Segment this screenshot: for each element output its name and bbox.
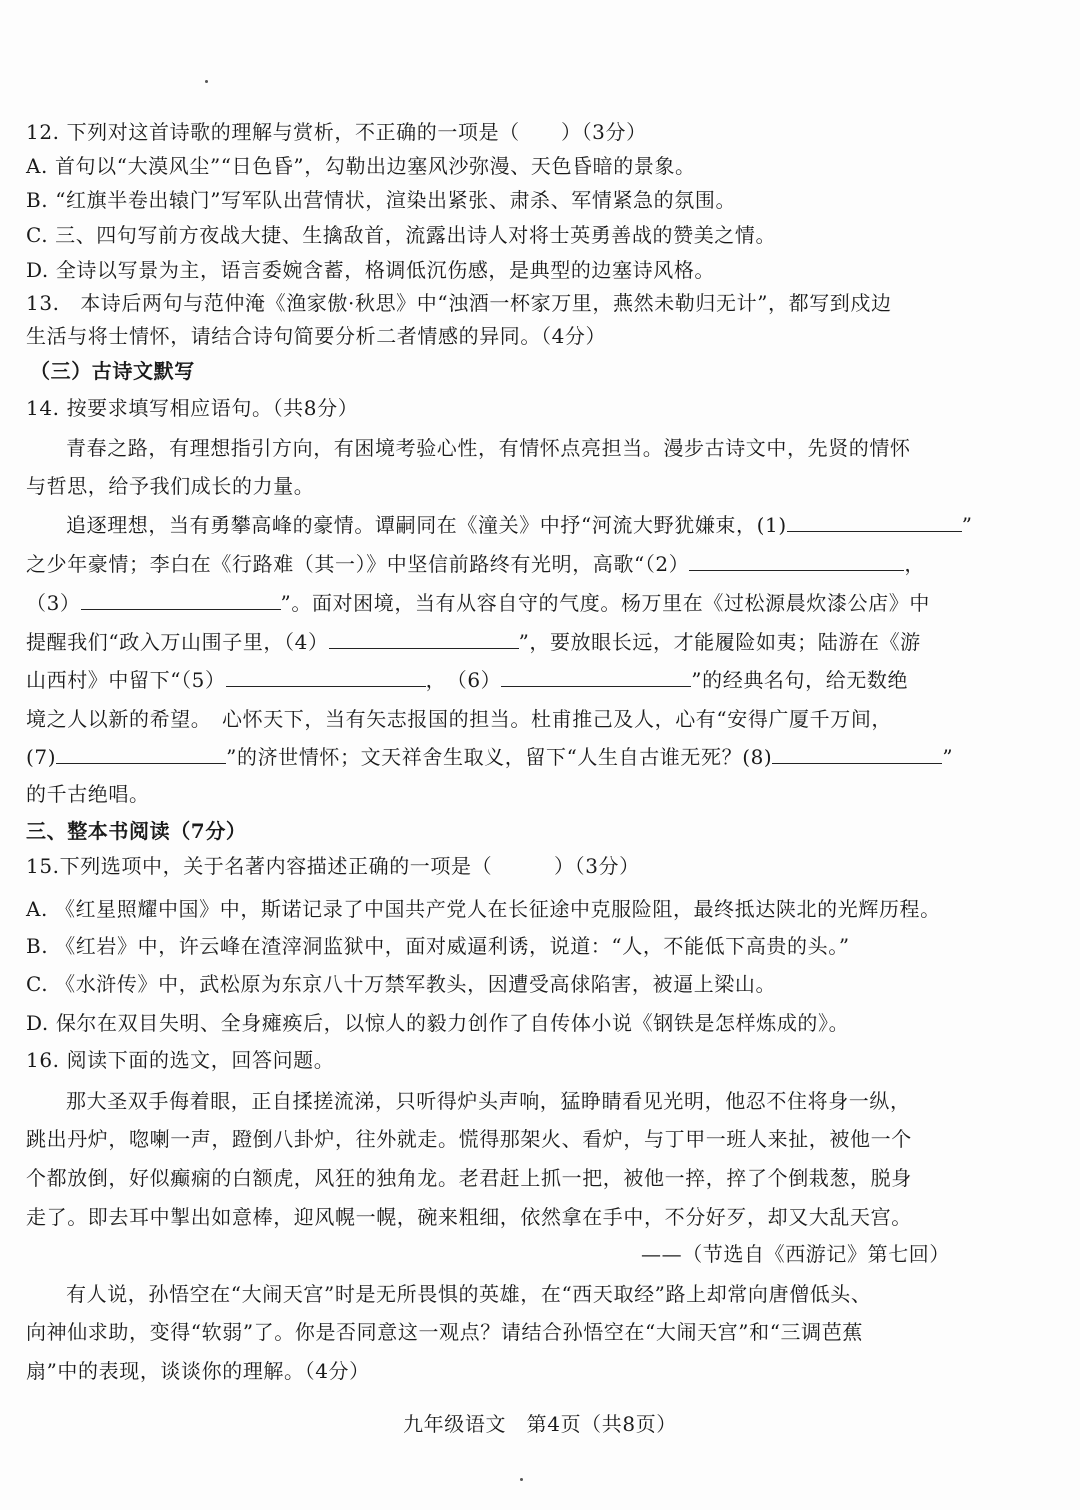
q14-line-7-mid: ， （6） — [425, 668, 502, 692]
q12-option-d: D. 全诗以写景为主，语言委婉含蓄，格调低沉伤感，是典型的边塞诗风格。 — [26, 258, 716, 282]
q12-stem: 12. 下列对这首诗歌的理解与赏析，不正确的一项是（ ）（3分） — [26, 120, 647, 144]
q14-line-7-text: 山西村》中留下“（5） — [26, 668, 226, 692]
answer-blank-2[interactable] — [689, 550, 904, 571]
q16-passage-line-4: 走了。即去耳中掣出如意棒，迎风幌一幌，碗来粗细，依然拿在手中，不分好歹，却又大乱天宫。 — [26, 1205, 912, 1229]
q14-line-9-label: (7) — [26, 745, 57, 769]
q14-line-10: 的千古绝唱。 — [26, 782, 150, 806]
q16-passage-line-1: 那大圣双手侮着眼，正自揉搓流涕，只听得炉头声响，猛睁睛看见光明，他忍不住将身一纵， — [66, 1089, 911, 1113]
q14-line-8: 境之人以新的希望。 心怀天下，当有矢志报国的担当。杜甫推己及人，心有“安得广厦千万间， — [26, 707, 893, 731]
q16-passage-source: ——（节选自《西游记》第七回） — [641, 1242, 950, 1266]
answer-blank-7[interactable] — [56, 743, 226, 764]
q14-line-5-label: （3） — [26, 591, 81, 615]
page-footer: 九年级语文 第4页（共8页） — [403, 1412, 677, 1436]
q15-option-b: B. 《红岩》中，许云峰在渣滓洞监狱中，面对威逼利诱，说道：“人，不能低下高贵的头。” — [26, 934, 850, 958]
q12-option-b: B. “红旗半卷出辕门”写军队出营情状，渲染出紧张、肃杀、军情紧急的氛围。 — [26, 188, 737, 212]
q14-line-3-quote: ” — [961, 513, 973, 537]
q15-stem: 15.下列选项中，关于名著内容描述正确的一项是（ ）（3分） — [26, 854, 640, 878]
scan-speck — [205, 80, 208, 83]
q12-option-c: C. 三、四句写前方夜战大捷、生擒敌首，流露出诗人对将士英勇善战的赞美之情。 — [26, 223, 777, 247]
q14-paragraph-line-2: 与哲思，给予我们成长的力量。 — [26, 474, 315, 498]
answer-blank-5[interactable] — [226, 666, 426, 687]
q14-line-4-comma: ， — [904, 552, 925, 576]
q15-option-a: A. 《红星照耀中国》中，斯诺记录了中国共产党人在长征途中克服险阻，最终抵达陕北的光辉历程。 — [26, 897, 941, 921]
q16-question-line-2: 向神仙求助，变得“软弱”了。你是否同意这一观点？请结合孙悟空在“大闹天宫”和“三调芭蕉 — [26, 1320, 863, 1344]
answer-blank-1[interactable] — [787, 511, 962, 532]
part-heading-book-reading: 三、整本书阅读（7分） — [26, 819, 247, 843]
q14-line-3 — [66, 511, 1050, 539]
q13-line-2: 生活与将士情怀，请结合诗句简要分析二者情感的异同。（4分） — [26, 324, 607, 348]
q14-line-6-text: 提醒我们“政入万山围子里，（4） — [26, 630, 329, 654]
q15-option-c: C. 《水浒传》中，武松原为东京八十万禁军教头，因遭受高俅陷害，被逼上梁山。 — [26, 972, 777, 996]
q14-line-7 — [26, 666, 1050, 694]
q16-question-line-1: 有人说，孙悟空在“大闹天宫”时是无所畏惧的英雄，在“西天取经”路上却常向唐僧低头、 — [66, 1282, 872, 1306]
q14-line-5 — [26, 589, 1050, 617]
q16-passage-line-3: 个都放倒，好似癫痫的白额虎，风狂的独角龙。老君赶上抓一把，被他一捽，捽了个倒栽葱，脱身 — [26, 1166, 912, 1190]
q16-passage-line-2: 跳出丹炉，唿喇一声，蹬倒八卦炉，往外就走。慌得那架火、看炉，与丁甲一班人来扯，被他一个 — [26, 1127, 912, 1151]
q14-line-4 — [26, 550, 1050, 578]
q12-option-a: A. 首句以“大漠风尘”“日色昏”，勾勒出边塞风沙弥漫、天色昏暗的景象。 — [26, 154, 696, 178]
q16-question-line-3: 扇”中的表现，谈谈你的理解。（4分） — [26, 1359, 370, 1383]
q14-line-6-rest: ”，要放眼长远，才能履险如夷；陆游在《游 — [518, 630, 921, 654]
section-heading-recitation: （三）古诗文默写 — [30, 359, 195, 383]
q14-line-7-rest: ”的经典名句，给无数绝 — [691, 668, 909, 692]
answer-blank-4[interactable] — [329, 628, 519, 649]
q14-line-3-text: 追逐理想，当有勇攀高峰的豪情。谭嗣同在《潼关》中抒“河流大野犹嫌束，(1) — [66, 513, 787, 537]
answer-blank-6[interactable] — [501, 666, 691, 687]
q14-line-6 — [26, 628, 1050, 656]
answer-blank-3[interactable] — [81, 589, 281, 610]
q16-stem: 16. 阅读下面的选文，回答问题。 — [26, 1048, 335, 1072]
answer-blank-8[interactable] — [772, 743, 942, 764]
q14-paragraph-line-1: 青春之路，有理想指引方向，有困境考验心性，有情怀点亮担当。漫步古诗文中，先贤的情怀 — [66, 436, 911, 460]
q14-line-5-text: ”。面对困境，当有从容自守的气度。杨万里在《过松源晨炊漆公店》中 — [280, 591, 930, 615]
q14-line-9-text: ”的济世情怀；文天祥舍生取义，留下“人生自古谁无死？(8) — [226, 745, 773, 769]
q13-line-1: 13. 本诗后两句与范仲淹《渔家傲·秋思》中“浊酒一杯家万里，燕然未勒归无计”，都写到戍边 — [26, 291, 892, 315]
q14-stem: 14. 按要求填写相应语句。（共8分） — [26, 396, 359, 420]
scan-speck — [520, 1478, 523, 1481]
q14-line-9 — [26, 743, 1050, 771]
q15-option-d: D. 保尔在双目失明、全身瘫痪后，以惊人的毅力创作了自传体小说《钢铁是怎样炼成的》。 — [26, 1011, 850, 1035]
q14-line-4-text: 之少年豪情；李白在《行路难（其一）》中坚信前路终有光明，高歌“（2） — [26, 552, 690, 576]
q14-line-9-quote: ” — [942, 745, 954, 769]
